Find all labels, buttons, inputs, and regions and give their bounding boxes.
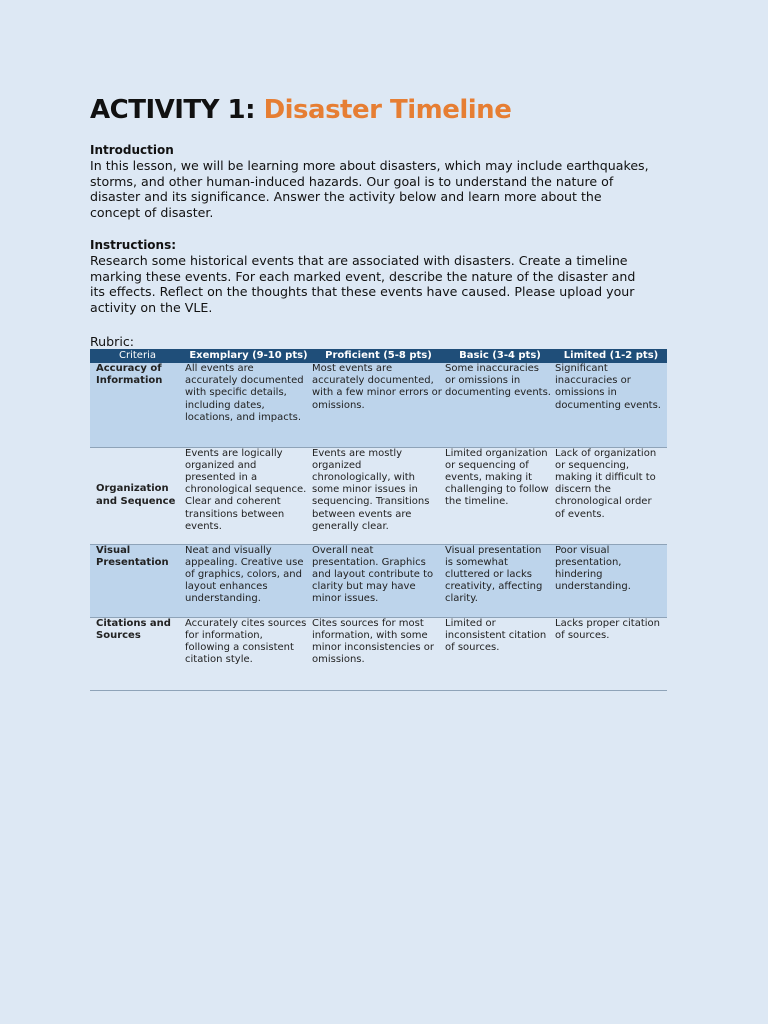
criteria-cell: Visual Presentation	[90, 544, 185, 617]
basic-cell: Limited or inconsistent citation of sources.	[445, 617, 555, 690]
rubric-table	[90, 349, 667, 691]
introduction-line: disaster and its significance. Answer the activity below and learn more about the	[90, 189, 602, 205]
exemplary-cell: All events are accurately documented with specific details, including dates, locations, and impacts.	[185, 363, 312, 447]
instructions-line: Research some historical events that are associated with disasters. Create a timeline	[90, 253, 628, 268]
document-page	[90, 92, 690, 666]
instructions-line: activity on the VLE.	[90, 300, 213, 316]
header-exemplary: Exemplary (9-10 pts)	[185, 349, 312, 363]
exemplary-cell: Events are logically organized and presented in a chronological sequence. Clear and coherent transitions between events.	[185, 447, 312, 544]
table-row	[90, 447, 667, 544]
rubric-label: Rubric:	[90, 334, 135, 349]
instructions-line: its effects. Reflect on the thoughts that these events have caused. Please upload your	[90, 284, 635, 300]
limited-cell: Significant inaccuracies or omissions in documenting events.	[555, 363, 667, 447]
basic-cell: Visual presentation is somewhat cluttered or lacks creativity, affecting clarity.	[445, 544, 555, 617]
instructions-section	[90, 238, 690, 316]
proficient-cell: Events are mostly organized chronologically, with some minor issues in sequencing. Transitions between events are generally clear.	[312, 447, 445, 544]
header-basic: Basic (3-4 pts)	[445, 349, 555, 363]
basic-cell: Limited organization or sequencing of events, making it challenging to follow the timeline.	[445, 447, 555, 544]
introduction-line: In this lesson, we will be learning more about disasters, which may include earthquakes,	[90, 158, 649, 173]
instructions-line: marking these events. For each marked event, describe the nature of the disaster and	[90, 268, 636, 284]
limited-cell: Lacks proper citation of sources.	[555, 617, 667, 690]
rubric-header-row	[90, 349, 667, 363]
table-row	[90, 363, 667, 447]
criteria-cell: Citations and Sources	[90, 617, 185, 690]
introduction-section	[90, 143, 690, 221]
title-accent: Disaster Timeline	[263, 95, 512, 125]
header-limited: Limited (1-2 pts)	[555, 349, 667, 363]
introduction-heading: Introduction	[90, 143, 174, 157]
table-row	[90, 617, 667, 690]
header-proficient: Proficient (5-8 pts)	[312, 349, 445, 363]
header-criteria: Criteria	[90, 349, 185, 363]
exemplary-cell: Neat and visually appealing. Creative use of graphics, colors, and layout enhances understanding.	[185, 544, 312, 617]
proficient-cell: Overall neat presentation. Graphics and layout contribute to clarity but may have minor issues.	[312, 544, 445, 617]
page-title	[90, 92, 690, 128]
limited-cell: Lack of organization or sequencing, making it difficult to discern the chronological order of events.	[555, 447, 667, 544]
limited-cell: Poor visual presentation, hindering understanding.	[555, 544, 667, 617]
proficient-cell: Cites sources for most information, with some minor inconsistencies or omissions.	[312, 617, 445, 690]
instructions-heading: Instructions:	[90, 238, 177, 252]
basic-cell: Some inaccuracies or omissions in documenting events.	[445, 363, 555, 447]
criteria-cell: Accuracy of Information	[90, 363, 185, 447]
title-prefix: ACTIVITY 1:	[90, 95, 264, 125]
exemplary-cell: Accurately cites sources for information, following a consistent citation style.	[185, 617, 312, 690]
introduction-line: concept of disaster.	[90, 205, 214, 221]
table-row	[90, 544, 667, 617]
criteria-cell: Organization and Sequence	[90, 447, 185, 544]
introduction-line: storms, and other human-induced hazards. Our goal is to understand the nature of	[90, 173, 614, 189]
proficient-cell: Most events are accurately documented, with a few minor errors or omissions.	[312, 363, 445, 447]
